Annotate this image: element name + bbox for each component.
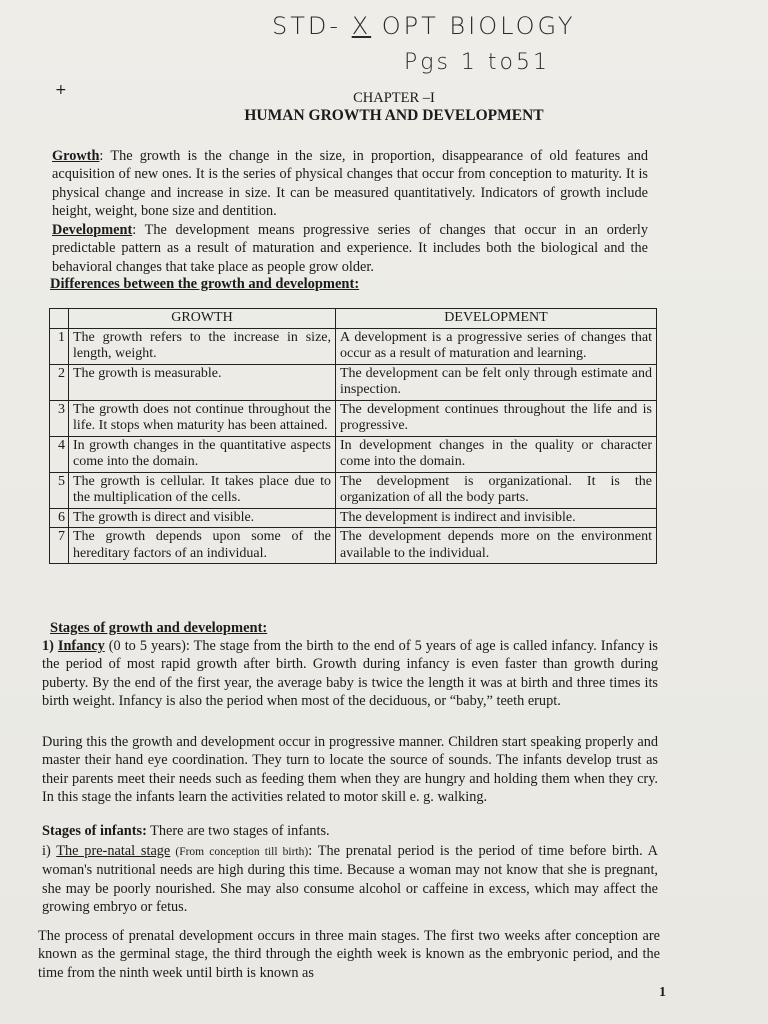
stages-heading: Stages of growth and development: <box>50 620 268 636</box>
development-cell: A development is a progressive series of changes that occur as a result of maturation and learning. <box>336 328 657 364</box>
growth-definition <box>52 147 648 221</box>
handwritten-std: STD- <box>272 12 342 40</box>
comparison-table <box>49 308 657 564</box>
stages-of-infants-text: There are two stages of infants. <box>146 823 330 839</box>
development-term: Development <box>52 222 133 238</box>
table-row <box>50 472 657 508</box>
prenatal-note: (From conception till birth) <box>170 846 309 858</box>
development-cell: In development changes in the quality or character come into the domain. <box>336 436 657 472</box>
prenatal-paragraph <box>42 842 658 917</box>
development-cell: The development is indirect and invisible. <box>336 508 657 528</box>
header-num <box>50 309 69 329</box>
process-paragraph: The process of prenatal development occurs in three main stages. The first two weeks after conception are known as the germinal stage, the third through the eighth week is known as the embryonic period, and the time from the ninth week until birth is known as <box>38 928 660 981</box>
plus-mark: + <box>55 82 67 98</box>
growth-cell: The growth is measurable. <box>69 364 336 400</box>
handwritten-grade: X <box>351 12 372 40</box>
chapter-label: CHAPTER –I <box>353 90 435 106</box>
header-development: DEVELOPMENT <box>336 309 657 329</box>
prenatal-term: The pre-natal stage <box>56 843 171 859</box>
growth-term: Growth <box>52 148 100 164</box>
chapter-title: HUMAN GROWTH AND DEVELOPMENT <box>244 107 544 124</box>
row-number: 4 <box>50 436 69 472</box>
row-number: 5 <box>50 472 69 508</box>
row-number: 1 <box>50 328 69 364</box>
growth-cell: The growth is cellular. It takes place due to the multiplication of the cells. <box>69 472 336 508</box>
header-growth: GROWTH <box>69 309 336 329</box>
growth-cell: The growth does not continue throughout the life. It stops when maturity has been attained. <box>69 400 336 436</box>
table-row <box>50 400 657 436</box>
development-cell: The development is organizational. It is the organization of all the body parts. <box>336 472 657 508</box>
handwritten-header-line2: Pgs 1 to51 <box>404 50 550 75</box>
stages-of-infants <box>42 822 658 840</box>
prenatal-number: i) <box>42 843 57 859</box>
development-cell: The development depends more on the environment available to the individual. <box>336 528 657 564</box>
development-cell: The development can be felt only through estimate and inspection. <box>336 364 657 400</box>
row-number: 2 <box>50 364 69 400</box>
table-row <box>50 528 657 564</box>
handwritten-header-line1 <box>272 12 576 40</box>
infancy-term: Infancy <box>57 638 105 654</box>
table-row <box>50 436 657 472</box>
stages-of-infants-label: Stages of infants: <box>42 823 147 839</box>
table-row <box>50 508 657 528</box>
development-text: : The development means progressive series of changes that occur in an orderly predictable pattern as a result of maturation and experience. It includes both the biological and the behavioral changes that take place as people grow older. <box>52 222 648 275</box>
handwritten-subject: OPT BIOLOGY <box>381 12 576 40</box>
table-row <box>50 328 657 364</box>
growth-cell: The growth refers to the increase in size, length, weight. <box>69 328 336 364</box>
during-paragraph: During this the growth and development occur in progressive manner. Children start speaking properly and master their hand eye coordination. They turn to locate the source of sounds. The infants develop trust as their parents meet their needs such as feeding them when they are hungry and holding them when they cry. In this stage the infants learn the activities related to motor skill e. g. walking. <box>42 734 658 806</box>
growth-cell: The growth is direct and visible. <box>69 508 336 528</box>
growth-cell: In growth changes in the quantitative aspects come into the domain. <box>69 436 336 472</box>
infancy-paragraph <box>42 637 658 711</box>
development-cell: The development continues throughout the life and is progressive. <box>336 400 657 436</box>
infancy-range: (0 to 5 years) <box>104 638 186 654</box>
growth-text: : The growth is the change in the size, in proportion, disappearance of old features and acquisition of new ones. It is the series of physical changes that occur from conception to maturity. It is physical change and increase in size. It can be measured quantitatively. Indicators of growth include height, weight, bone size and dentition. <box>52 148 648 220</box>
table-header-row <box>50 309 657 329</box>
row-number: 3 <box>50 400 69 436</box>
development-definition <box>52 221 648 276</box>
page-number: 1 <box>659 985 666 1000</box>
table-row <box>50 364 657 400</box>
differences-heading: Differences between the growth and development: <box>50 276 360 292</box>
prenatal-text: : The prenatal period is the period of time before birth. A woman's nutritional needs are high during this time. Because a woman may not know that she is pregnant, she may be poorly nourished. She may also consume alcohol or caffeine in excess, which may affect the growing embryo or fetus. <box>42 843 658 916</box>
infancy-text: : The stage from the birth to the end of 5 years of age is called infancy. Infancy is the period of most rapid growth after birth. Growth during infancy is even faster than growth during puberty. By the end of the first year, the average baby is twice the length it was at birth and three times its birth weight. Infancy is also the period when most of the deciduous, or “baby,” teeth erupt. <box>42 638 658 710</box>
growth-cell: The growth depends upon some of the hereditary factors of an individual. <box>69 528 336 564</box>
infancy-number: 1) <box>42 638 58 654</box>
row-number: 6 <box>50 508 69 528</box>
row-number: 7 <box>50 528 69 564</box>
